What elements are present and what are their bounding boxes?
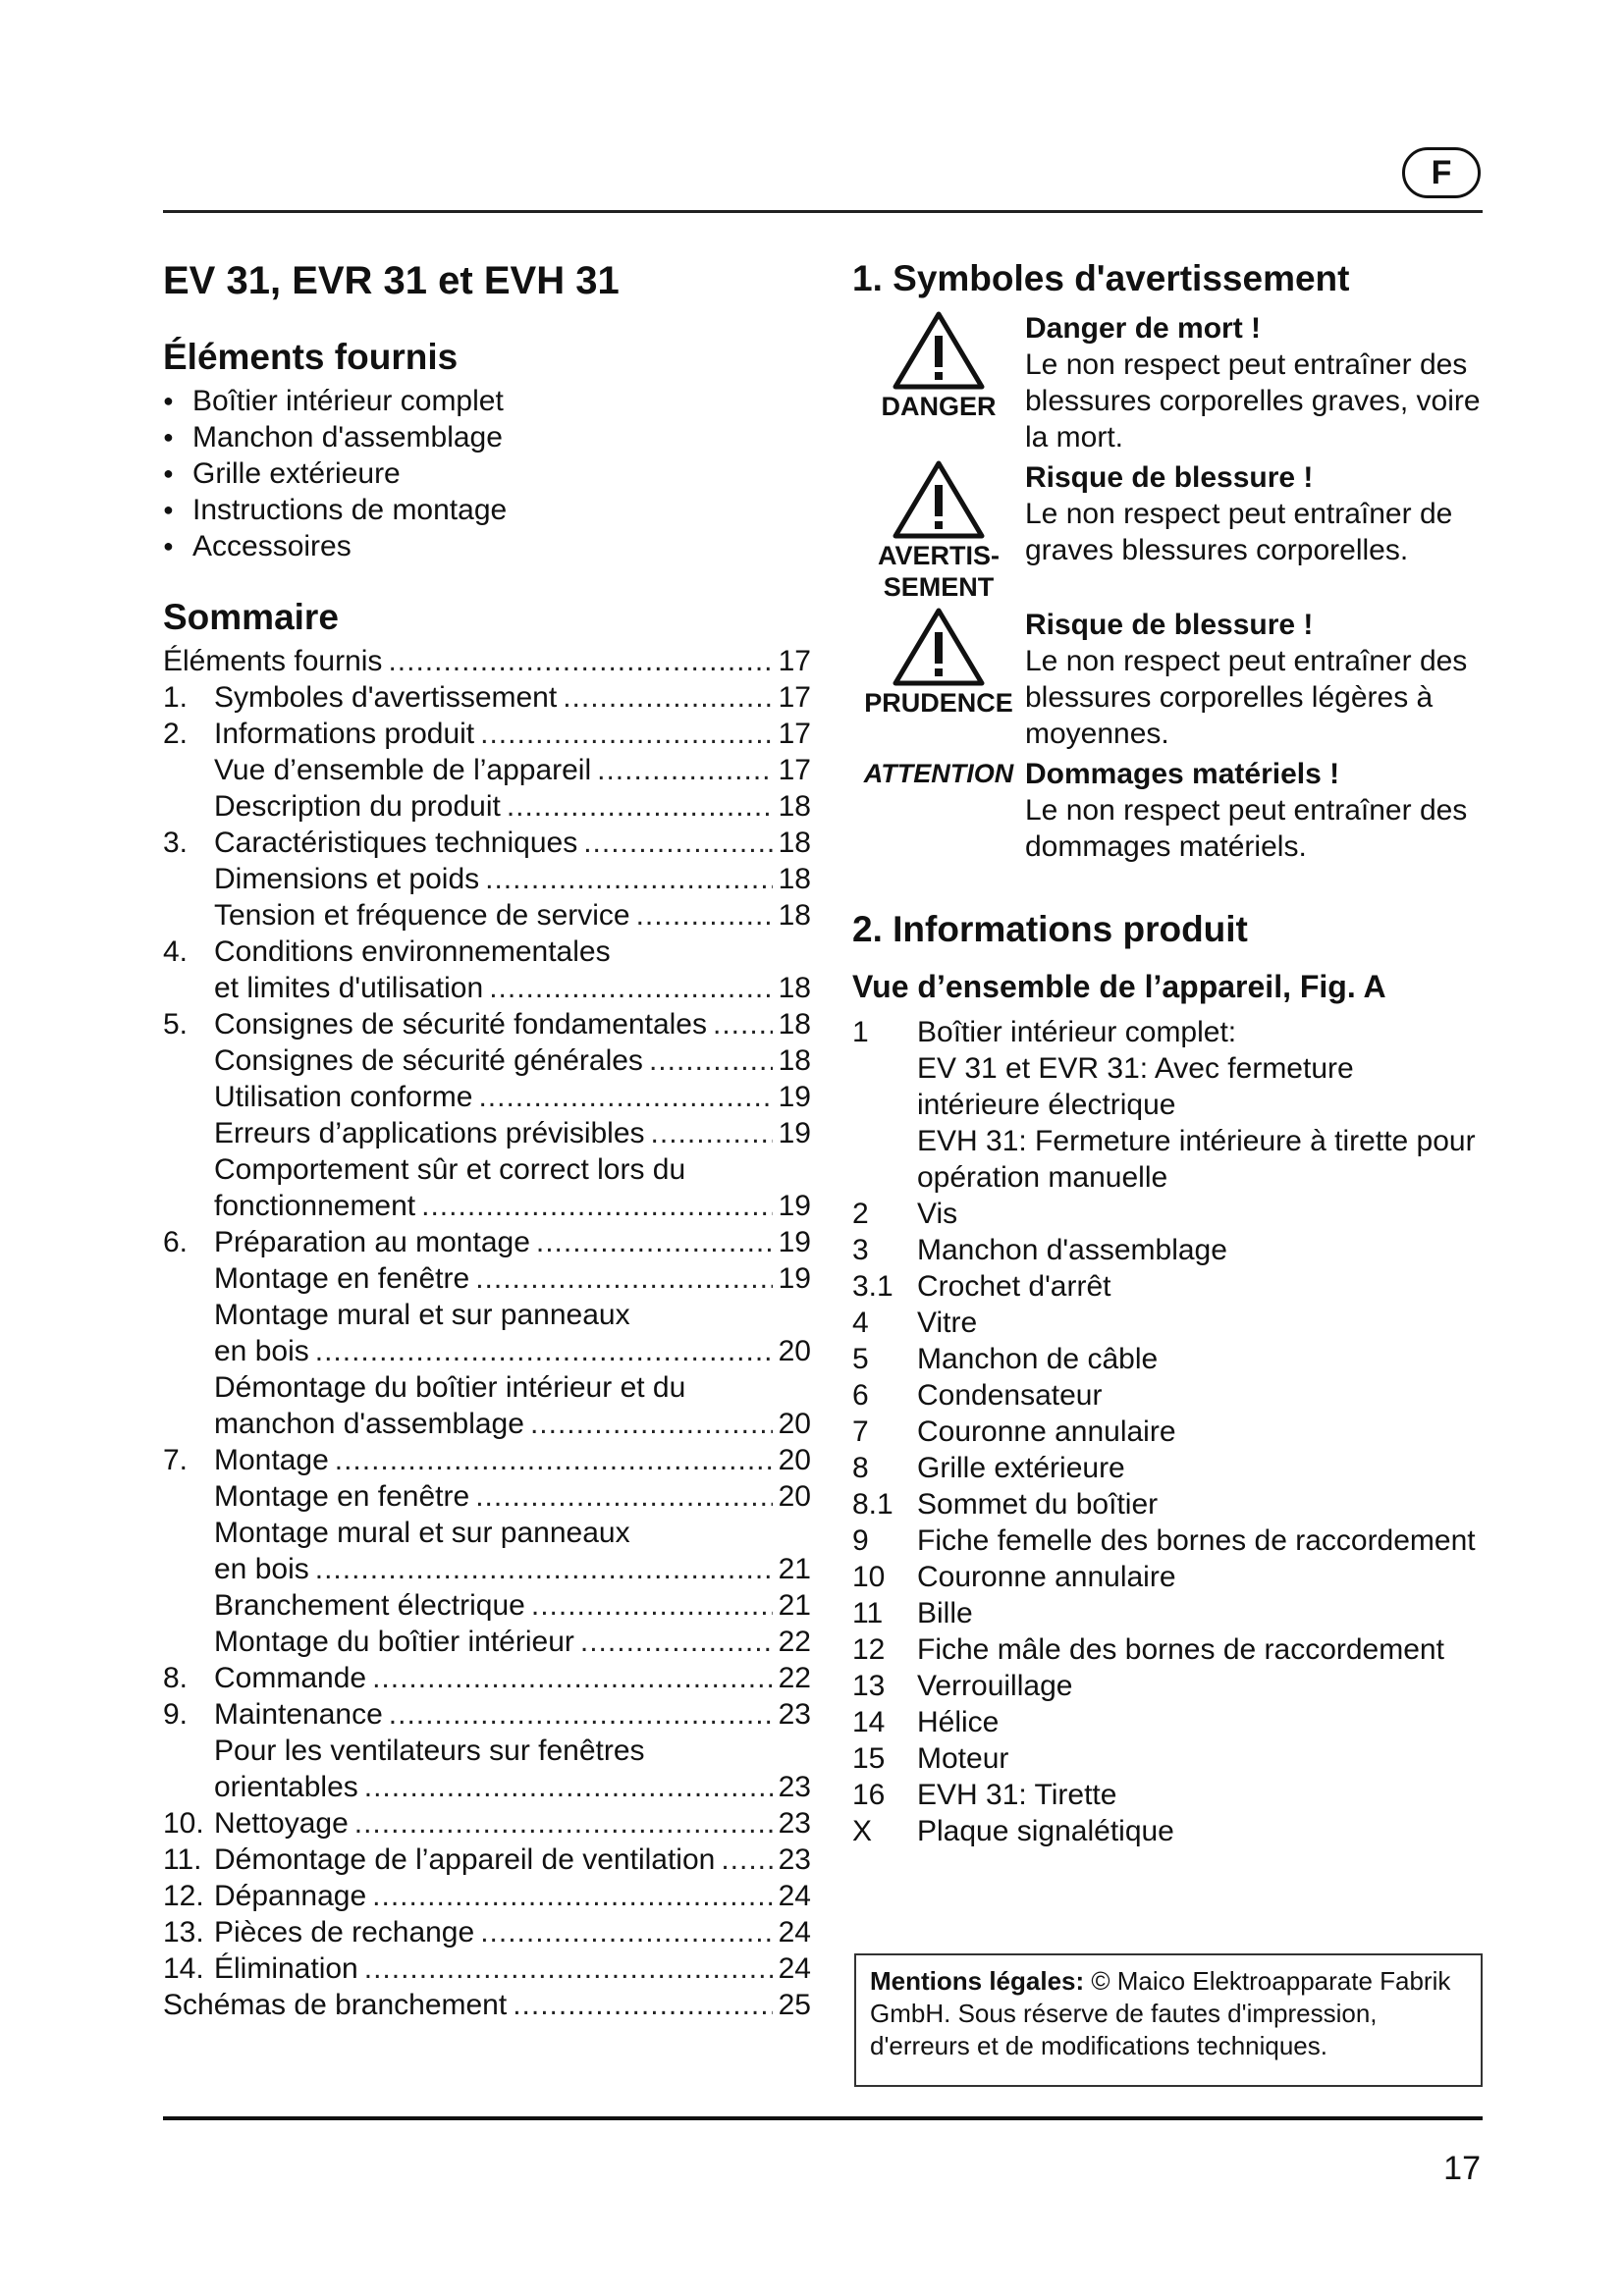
toc-number: 2. xyxy=(163,718,189,750)
toc-leader xyxy=(480,1914,772,1950)
warning-symbol xyxy=(852,607,1025,752)
part-number: 8.1 xyxy=(852,1488,893,1521)
language-badge: F xyxy=(1402,147,1481,198)
part-text: Manchon de câble xyxy=(917,1343,1159,1375)
toc-page: 20 xyxy=(778,1408,811,1440)
toc-row xyxy=(163,1551,811,1587)
toc-leader xyxy=(489,970,772,1006)
toc-text: Montage mural et sur panneaux xyxy=(214,1517,630,1549)
part-number: 5 xyxy=(852,1343,869,1375)
toc-number: 6. xyxy=(163,1226,189,1258)
toc-number: 8. xyxy=(163,1662,189,1694)
part-number: X xyxy=(852,1815,873,1847)
toc-row xyxy=(163,897,811,934)
toc-text: Description du produit xyxy=(214,790,501,823)
part-item xyxy=(852,1305,1483,1341)
toc-row xyxy=(163,1660,811,1696)
toc-row xyxy=(163,752,811,788)
part-text: Fiche mâle des bornes de raccordement xyxy=(917,1633,1444,1666)
toc-text: Démontage du boîtier intérieur et du xyxy=(214,1371,686,1404)
toc-row xyxy=(163,1478,811,1515)
toc-row xyxy=(163,1515,811,1551)
toc-leader xyxy=(335,1442,773,1478)
part-number: 9 xyxy=(852,1524,869,1557)
toc-number: 7. xyxy=(163,1444,189,1476)
toc-text: Élimination xyxy=(214,1952,358,1985)
warning-description xyxy=(1025,756,1483,865)
toc-text: en bois xyxy=(214,1553,309,1585)
document-title: EV 31, EVR 31 et EVH 31 xyxy=(163,259,620,302)
toc-text: Utilisation conforme xyxy=(214,1081,473,1113)
toc-page: 17 xyxy=(778,718,811,750)
part-item xyxy=(852,1196,1483,1232)
toc-page: 22 xyxy=(778,1626,811,1658)
toc-text: Symboles d'avertissement xyxy=(214,681,558,714)
toc-row xyxy=(163,1442,811,1478)
toc-page: 18 xyxy=(778,972,811,1004)
part-item xyxy=(852,1450,1483,1486)
toc-text: Montage xyxy=(214,1444,329,1476)
toc-number: 3. xyxy=(163,827,189,859)
part-text: Condensateur xyxy=(917,1379,1103,1412)
toc-row xyxy=(163,1006,811,1042)
part-number: 12 xyxy=(852,1633,886,1666)
part-number: 3.1 xyxy=(852,1270,893,1303)
toc-text: et limites d'utilisation xyxy=(214,972,484,1004)
parts-list xyxy=(852,1014,1483,1849)
legal-notice xyxy=(854,1953,1483,2087)
part-number: 10 xyxy=(852,1561,886,1593)
part-text: EVH 31: Fermeture intérieure à tirette pour opération manuelle xyxy=(917,1125,1476,1194)
warning-label: DANGER xyxy=(881,392,997,421)
toc-text: Consignes de sécurité générales xyxy=(214,1044,643,1077)
toc-page: 17 xyxy=(778,754,811,786)
part-number: 15 xyxy=(852,1742,886,1775)
toc-page: 17 xyxy=(778,681,811,714)
part-number: 8 xyxy=(852,1452,869,1484)
toc-text: Montage en fenêtre xyxy=(214,1480,470,1513)
toc-leader xyxy=(651,1115,773,1151)
toc-page: 23 xyxy=(778,1771,811,1803)
toc-text: Vue d’ensemble de l’appareil xyxy=(214,754,592,786)
toc-row xyxy=(163,716,811,752)
toc-text: Montage mural et sur panneaux xyxy=(214,1299,630,1331)
part-text: Vis xyxy=(917,1198,958,1230)
toc-text: Dimensions et poids xyxy=(214,863,480,895)
toc-row xyxy=(163,1950,811,1987)
toc-number: 14. xyxy=(163,1952,204,1985)
warning-text: Le non respect peut entraîner des dommages matériels. xyxy=(1025,794,1468,863)
toc-page: 23 xyxy=(778,1698,811,1731)
warning-triangle-icon xyxy=(892,607,986,687)
left-column xyxy=(163,253,811,2023)
toc-page: 23 xyxy=(778,1807,811,1840)
table-of-contents xyxy=(163,643,811,2023)
toc-page: 19 xyxy=(778,1081,811,1113)
warning-symbol xyxy=(852,310,1025,455)
toc-page: 17 xyxy=(778,645,811,677)
toc-leader xyxy=(372,1660,773,1696)
part-item xyxy=(852,1559,1483,1595)
toc-text: Montage du boîtier intérieur xyxy=(214,1626,574,1658)
toc-row xyxy=(163,1188,811,1224)
part-item xyxy=(852,1232,1483,1268)
part-item xyxy=(852,1595,1483,1631)
toc-row xyxy=(163,1079,811,1115)
toc-leader xyxy=(315,1551,773,1587)
toc-row xyxy=(163,643,811,679)
warning-description xyxy=(1025,310,1483,455)
toc-page: 21 xyxy=(778,1589,811,1622)
part-item xyxy=(852,1631,1483,1668)
toc-number: 10. xyxy=(163,1807,204,1840)
toc-text: Maintenance xyxy=(214,1698,383,1731)
toc-text: Pour les ventilateurs sur fenêtres xyxy=(214,1735,645,1767)
warning-label: ATTENTION xyxy=(863,759,1014,788)
toc-leader xyxy=(530,1406,773,1442)
part-item xyxy=(852,1377,1483,1414)
toc-number: 13. xyxy=(163,1916,204,1949)
part-text: Fiche femelle des bornes de raccordement xyxy=(917,1524,1476,1557)
toc-page: 25 xyxy=(778,1989,811,2021)
toc-leader xyxy=(713,1006,773,1042)
part-text: Sommet du boîtier xyxy=(917,1488,1159,1521)
part-item xyxy=(852,1014,1483,1050)
toc-row xyxy=(163,1587,811,1624)
overview-heading: Vue d’ensemble de l’appareil, Fig. A xyxy=(852,969,1386,1004)
toc-row xyxy=(163,1842,811,1878)
toc-page: 24 xyxy=(778,1880,811,1912)
toc-page: 18 xyxy=(778,899,811,932)
toc-page: 21 xyxy=(778,1553,811,1585)
warnings-list xyxy=(852,310,1483,865)
warning-text: Le non respect peut entraîner de graves blessures corporelles. xyxy=(1025,498,1453,566)
toc-leader xyxy=(475,1260,772,1297)
supplied-list xyxy=(163,383,811,564)
part-text: Couronne annulaire xyxy=(917,1561,1176,1593)
toc-text: Préparation au montage xyxy=(214,1226,530,1258)
warning-title: Risque de blessure ! xyxy=(1025,461,1314,494)
toc-text: manchon d'assemblage xyxy=(214,1408,524,1440)
toc-leader xyxy=(597,752,772,788)
warning-title: Risque de blessure ! xyxy=(1025,609,1314,641)
toc-leader xyxy=(364,1769,773,1805)
toc-text: Erreurs d’applications prévisibles xyxy=(214,1117,645,1149)
toc-leader xyxy=(649,1042,773,1079)
toc-page: 18 xyxy=(778,863,811,895)
warning-text: Le non respect peut entraîner des blessures corporelles légères à moyennes. xyxy=(1025,645,1468,750)
toc-text: Informations produit xyxy=(214,718,475,750)
part-text: Boîtier intérieur complet: xyxy=(917,1016,1237,1048)
part-number: 3 xyxy=(852,1234,869,1266)
part-number: 11 xyxy=(852,1597,884,1629)
toc-number: 4. xyxy=(163,935,189,968)
toc-page: 19 xyxy=(778,1226,811,1258)
toc-row xyxy=(163,1297,811,1333)
warning-description xyxy=(1025,607,1483,752)
header-rule xyxy=(163,210,1483,213)
toc-text: Consignes de sécurité fondamentales xyxy=(214,1008,707,1041)
warning-label: AVERTIS-SEMENT xyxy=(877,541,1000,602)
part-number: 16 xyxy=(852,1779,886,1811)
part-number: 6 xyxy=(852,1379,869,1412)
toc-leader xyxy=(721,1842,772,1878)
toc-leader xyxy=(372,1878,772,1914)
toc-row xyxy=(163,679,811,716)
toc-page: 19 xyxy=(778,1190,811,1222)
toc-row xyxy=(163,1333,811,1369)
supplied-item: ● Boîtier intérieur complet xyxy=(163,383,811,419)
toc-row xyxy=(163,970,811,1006)
toc-row xyxy=(163,1733,811,1769)
part-item xyxy=(852,1740,1483,1777)
toc-row xyxy=(163,1878,811,1914)
toc-text: Conditions environnementales xyxy=(214,935,611,968)
toc-leader xyxy=(478,1079,772,1115)
toc-page: 24 xyxy=(778,1916,811,1949)
warning-text: Le non respect peut entraîner des blessures corporelles graves, voire la mort. xyxy=(1025,348,1481,454)
toc-leader xyxy=(580,1624,773,1660)
toc-page: 23 xyxy=(778,1843,811,1876)
toc-text: orientables xyxy=(214,1771,358,1803)
toc-row xyxy=(163,1769,811,1805)
part-number: 7 xyxy=(852,1415,869,1448)
part-text: Verrouillage xyxy=(917,1670,1073,1702)
warning-row xyxy=(852,756,1483,865)
toc-text: Démontage de l’appareil de ventilation xyxy=(214,1843,716,1876)
warning-row xyxy=(852,310,1483,455)
part-text: Grille extérieure xyxy=(917,1452,1125,1484)
product-heading: 2. Informations produit xyxy=(852,909,1248,949)
toc-number: 11. xyxy=(163,1843,202,1876)
part-item xyxy=(852,1341,1483,1377)
toc-text: Éléments fournis xyxy=(163,645,383,677)
toc-leader xyxy=(485,861,772,897)
page-number: 17 xyxy=(1443,2150,1481,2187)
toc-number: 5. xyxy=(163,1008,189,1041)
toc-leader xyxy=(364,1950,773,1987)
part-item xyxy=(852,1777,1483,1813)
toc-row xyxy=(163,1406,811,1442)
part-number: 14 xyxy=(852,1706,886,1738)
part-text: Hélice xyxy=(917,1706,1000,1738)
part-number: 13 xyxy=(852,1670,886,1702)
toc-row xyxy=(163,1805,811,1842)
part-text: Bille xyxy=(917,1597,973,1629)
toc-text: Caractéristiques techniques xyxy=(214,827,578,859)
toc-page: 18 xyxy=(778,827,811,859)
toc-page: 22 xyxy=(778,1662,811,1694)
toc-text: Pièces de rechange xyxy=(214,1916,475,1949)
toc-row xyxy=(163,788,811,825)
part-number: 4 xyxy=(852,1307,869,1339)
summary-heading: Sommaire xyxy=(163,597,339,637)
toc-row xyxy=(163,1151,811,1188)
warning-description xyxy=(1025,459,1483,603)
toc-page: 24 xyxy=(778,1952,811,1985)
part-item xyxy=(852,1414,1483,1450)
part-text: Crochet d'arrêt xyxy=(917,1270,1111,1303)
warning-row xyxy=(852,607,1483,752)
part-item xyxy=(852,1704,1483,1740)
toc-row xyxy=(163,1696,811,1733)
warnings-heading: 1. Symboles d'avertissement xyxy=(852,258,1350,298)
warning-triangle-icon xyxy=(892,310,986,391)
toc-number: 12. xyxy=(163,1880,204,1912)
toc-leader xyxy=(507,788,773,825)
supplied-item: ● Manchon d'assemblage xyxy=(163,419,811,455)
toc-leader xyxy=(480,716,772,752)
part-item xyxy=(852,1268,1483,1305)
warning-triangle-icon xyxy=(892,459,986,540)
part-item xyxy=(852,1123,1483,1196)
toc-leader xyxy=(513,1987,772,2023)
toc-text: Nettoyage xyxy=(214,1807,349,1840)
part-item xyxy=(852,1486,1483,1522)
toc-page: 18 xyxy=(778,1044,811,1077)
warning-symbol xyxy=(852,756,1025,865)
toc-row xyxy=(163,1987,811,2023)
toc-leader xyxy=(563,679,772,716)
supplied-heading: Éléments fournis xyxy=(163,337,459,377)
warning-symbol xyxy=(852,459,1025,603)
toc-page: 20 xyxy=(778,1480,811,1513)
toc-page: 18 xyxy=(778,790,811,823)
toc-leader xyxy=(475,1478,772,1515)
toc-page: 19 xyxy=(778,1117,811,1149)
warning-title: Dommages matériels ! xyxy=(1025,758,1340,790)
footer-rule xyxy=(163,2116,1483,2120)
right-column xyxy=(852,253,1483,1849)
part-text: Manchon d'assemblage xyxy=(917,1234,1227,1266)
toc-leader xyxy=(536,1224,773,1260)
toc-row xyxy=(163,1042,811,1079)
legal-label: Mentions légales: xyxy=(870,1966,1085,1996)
toc-text: Branchement électrique xyxy=(214,1589,525,1622)
toc-text: Commande xyxy=(214,1662,367,1694)
toc-leader xyxy=(636,897,773,934)
part-number: 2 xyxy=(852,1198,869,1230)
toc-leader xyxy=(315,1333,773,1369)
toc-row xyxy=(163,934,811,970)
part-text: EVH 31: Tirette xyxy=(917,1779,1117,1811)
toc-text: Montage en fenêtre xyxy=(214,1262,470,1295)
supplied-item: ● Grille extérieure xyxy=(163,455,811,492)
part-item xyxy=(852,1813,1483,1849)
toc-row xyxy=(163,1914,811,1950)
toc-row xyxy=(163,1115,811,1151)
supplied-item: ● Accessoires xyxy=(163,528,811,564)
warning-row xyxy=(852,459,1483,603)
toc-page: 20 xyxy=(778,1444,811,1476)
warning-title: Danger de mort ! xyxy=(1025,312,1262,345)
toc-page: 20 xyxy=(778,1335,811,1367)
toc-text: Tension et fréquence de service xyxy=(214,899,630,932)
toc-leader xyxy=(388,643,772,679)
toc-row xyxy=(163,1260,811,1297)
part-text: Moteur xyxy=(917,1742,1009,1775)
toc-row xyxy=(163,1224,811,1260)
toc-leader xyxy=(421,1188,772,1224)
toc-leader xyxy=(389,1696,773,1733)
toc-text: Schémas de branchement xyxy=(163,1989,508,2021)
toc-number: 9. xyxy=(163,1698,189,1731)
toc-leader xyxy=(531,1587,773,1624)
part-item xyxy=(852,1050,1483,1123)
part-item xyxy=(852,1522,1483,1559)
toc-text: en bois xyxy=(214,1335,309,1367)
part-text: Vitre xyxy=(917,1307,978,1339)
toc-number: 1. xyxy=(163,681,189,714)
part-number xyxy=(852,1123,917,1196)
toc-leader xyxy=(583,825,772,861)
supplied-item: ● Instructions de montage xyxy=(163,492,811,528)
toc-page: 18 xyxy=(778,1008,811,1041)
toc-text: fonctionnement xyxy=(214,1190,416,1222)
part-number: 1 xyxy=(852,1016,869,1048)
toc-row xyxy=(163,825,811,861)
part-text: EV 31 et EVR 31: Avec fermeture intérieure électrique xyxy=(917,1052,1354,1121)
legal-text: © Maico Elektroapparate Fabrik GmbH. Sous réserve de fautes d'impression, d'erreurs et de modifications techniques. xyxy=(870,1966,1451,2060)
part-item xyxy=(852,1668,1483,1704)
warning-label: PRUDENCE xyxy=(864,688,1013,718)
toc-page: 19 xyxy=(778,1262,811,1295)
toc-text: Comportement sûr et correct lors du xyxy=(214,1153,686,1186)
toc-leader xyxy=(354,1805,773,1842)
toc-row xyxy=(163,861,811,897)
part-text: Couronne annulaire xyxy=(917,1415,1176,1448)
toc-row xyxy=(163,1624,811,1660)
part-text: Plaque signalétique xyxy=(917,1815,1174,1847)
toc-text: Dépannage xyxy=(214,1880,367,1912)
toc-row xyxy=(163,1369,811,1406)
part-number xyxy=(852,1050,917,1123)
